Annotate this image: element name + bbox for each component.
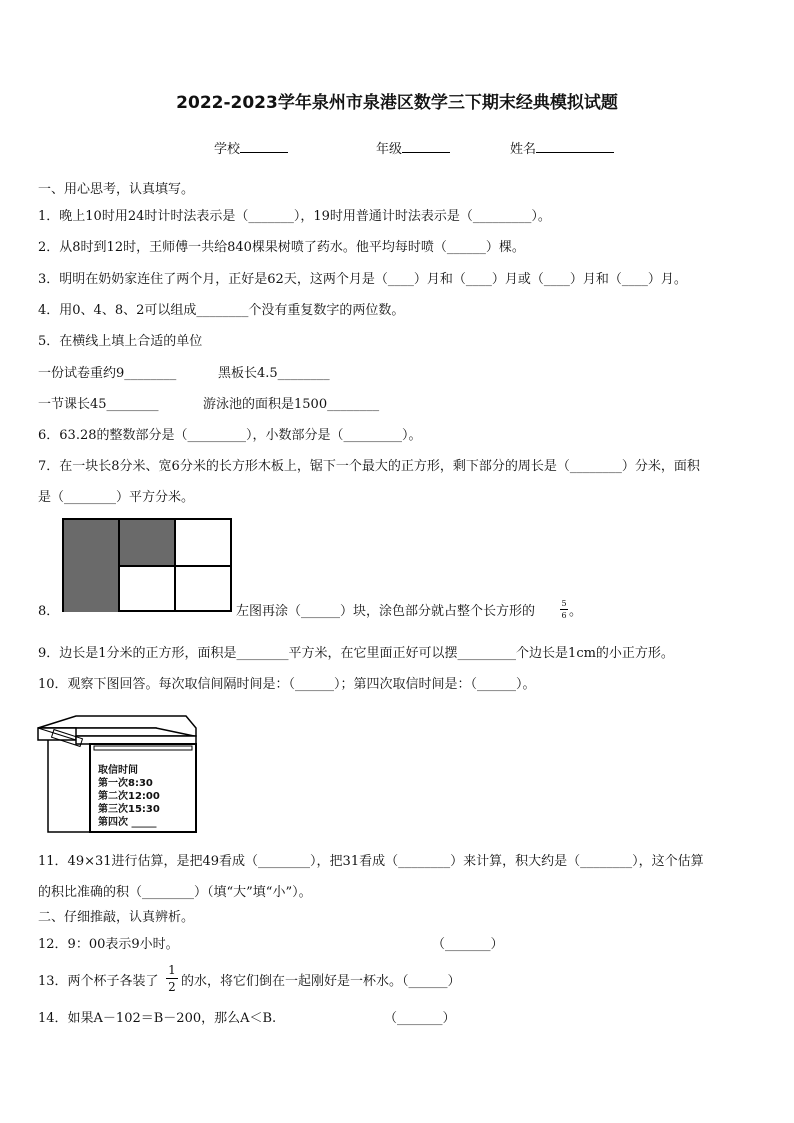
fraction-denominator: 2	[168, 980, 176, 994]
question-5-b: 黑板长4.5________	[218, 366, 330, 381]
grid-cell-shaded	[64, 520, 120, 567]
section2-heading: 二、仔细推敲，认真辨析。	[38, 910, 195, 925]
question-14-blank[interactable]: （_______）	[384, 1011, 456, 1026]
name-field	[510, 142, 614, 158]
question-2: 2．从8时到12时，王师傅一共给840棵果树喷了药水。他平均每时喷（______）棵。	[38, 240, 525, 255]
school-field	[214, 142, 288, 158]
question-14: 14．如果A－102＝B－200，那么A＜B.	[38, 1011, 277, 1026]
grade-blank[interactable]	[402, 152, 450, 153]
question-3: 3．明明在奶奶家连住了两个月，正好是62天，这两个月是（____）月和（____）月或（____）月和（____）月。	[38, 272, 687, 287]
grid-cell-shaded	[120, 520, 176, 567]
mailbox-title: 取信时间	[98, 765, 138, 776]
question-1: 1．晚上10时用24时计时法表示是（_______），19时用普通计时法表示是（_________）。	[38, 209, 551, 224]
question-6: 6．63.28的整数部分是（_________），小数部分是（_________）。	[38, 428, 422, 443]
question-4: 4．用0、4、8、2可以组成________个没有重复数字的两位数。	[38, 303, 405, 318]
page-title: 2022-2023学年泉州市泉港区数学三下期末经典模拟试题	[176, 93, 618, 113]
school-blank[interactable]	[240, 152, 288, 153]
question-11-line2: 的积比准确的积（________）（填“大”填“小”）。	[38, 885, 312, 900]
fraction-five-sixths	[560, 599, 568, 620]
question-13-part-a: 13．两个杯子各装了	[38, 974, 159, 989]
fraction-numerator: 1	[168, 963, 176, 977]
question-5-c: 一节课长45________	[38, 397, 159, 412]
question-5-stem: 5．在横线上填上合适的单位	[38, 334, 203, 349]
grid-cell-shaded	[64, 565, 120, 612]
question-8-text: 左图再涂（______）块，涂色部分就占整个长方形的	[236, 604, 536, 619]
question-12: 12．9：00表示9小时。	[38, 937, 179, 952]
grade-label: 年级	[376, 142, 403, 157]
mailbox-line-4: 第四次 _____	[98, 817, 157, 828]
mailbox-line-1: 第一次8:30	[98, 778, 153, 789]
question-10: 10．观察下图回答。每次取信间隔时间是：（______）；第四次取信时间是：（______）。	[38, 677, 536, 692]
question-12-blank[interactable]: （_______）	[432, 937, 504, 952]
question-11-line1: 11．49×31进行估算，是把49看成（________），把31看成（________）来计算，积大约是（________），这个估算	[38, 854, 704, 869]
section1-heading: 一、用心思考，认真填写。	[38, 182, 195, 197]
grid-cell-empty	[176, 565, 232, 612]
question-8-number: 8．	[38, 604, 60, 619]
grid-cell-empty	[176, 520, 232, 567]
grade-field	[376, 142, 450, 158]
name-label: 姓名	[510, 142, 537, 157]
question-9: 9．边长是1分米的正方形，面积是________平方米，在它里面正好可以摆_________个边长是1cm的小正方形。	[38, 646, 674, 661]
question-7-line2: 是（________）平方分米。	[38, 490, 195, 505]
question-5-a: 一份试卷重约9________	[38, 366, 177, 381]
mailbox-line-2: 第二次12:00	[98, 791, 160, 802]
fraction-one-half	[166, 963, 178, 994]
mailbox-line-3: 第三次15:30	[98, 804, 160, 815]
question-5-d: 游泳池的面积是1500________	[203, 397, 380, 412]
question-7-line1: 7．在一块长8分米、宽6分米的长方形木板上，锯下一个最大的正方形，剩下部分的周长是（________）分米，面积	[38, 459, 700, 474]
fraction-numerator: 5	[561, 599, 567, 608]
grid-cell-empty	[120, 565, 176, 612]
fraction-denominator: 6	[561, 611, 567, 620]
question-13-part-b: 的水，将它们倒在一起刚好是一杯水。（______）	[181, 974, 461, 989]
question-8-end: 。	[569, 604, 583, 619]
school-label: 学校	[214, 142, 241, 157]
name-blank[interactable]	[536, 152, 614, 153]
rectangle-grid-figure	[62, 518, 232, 612]
